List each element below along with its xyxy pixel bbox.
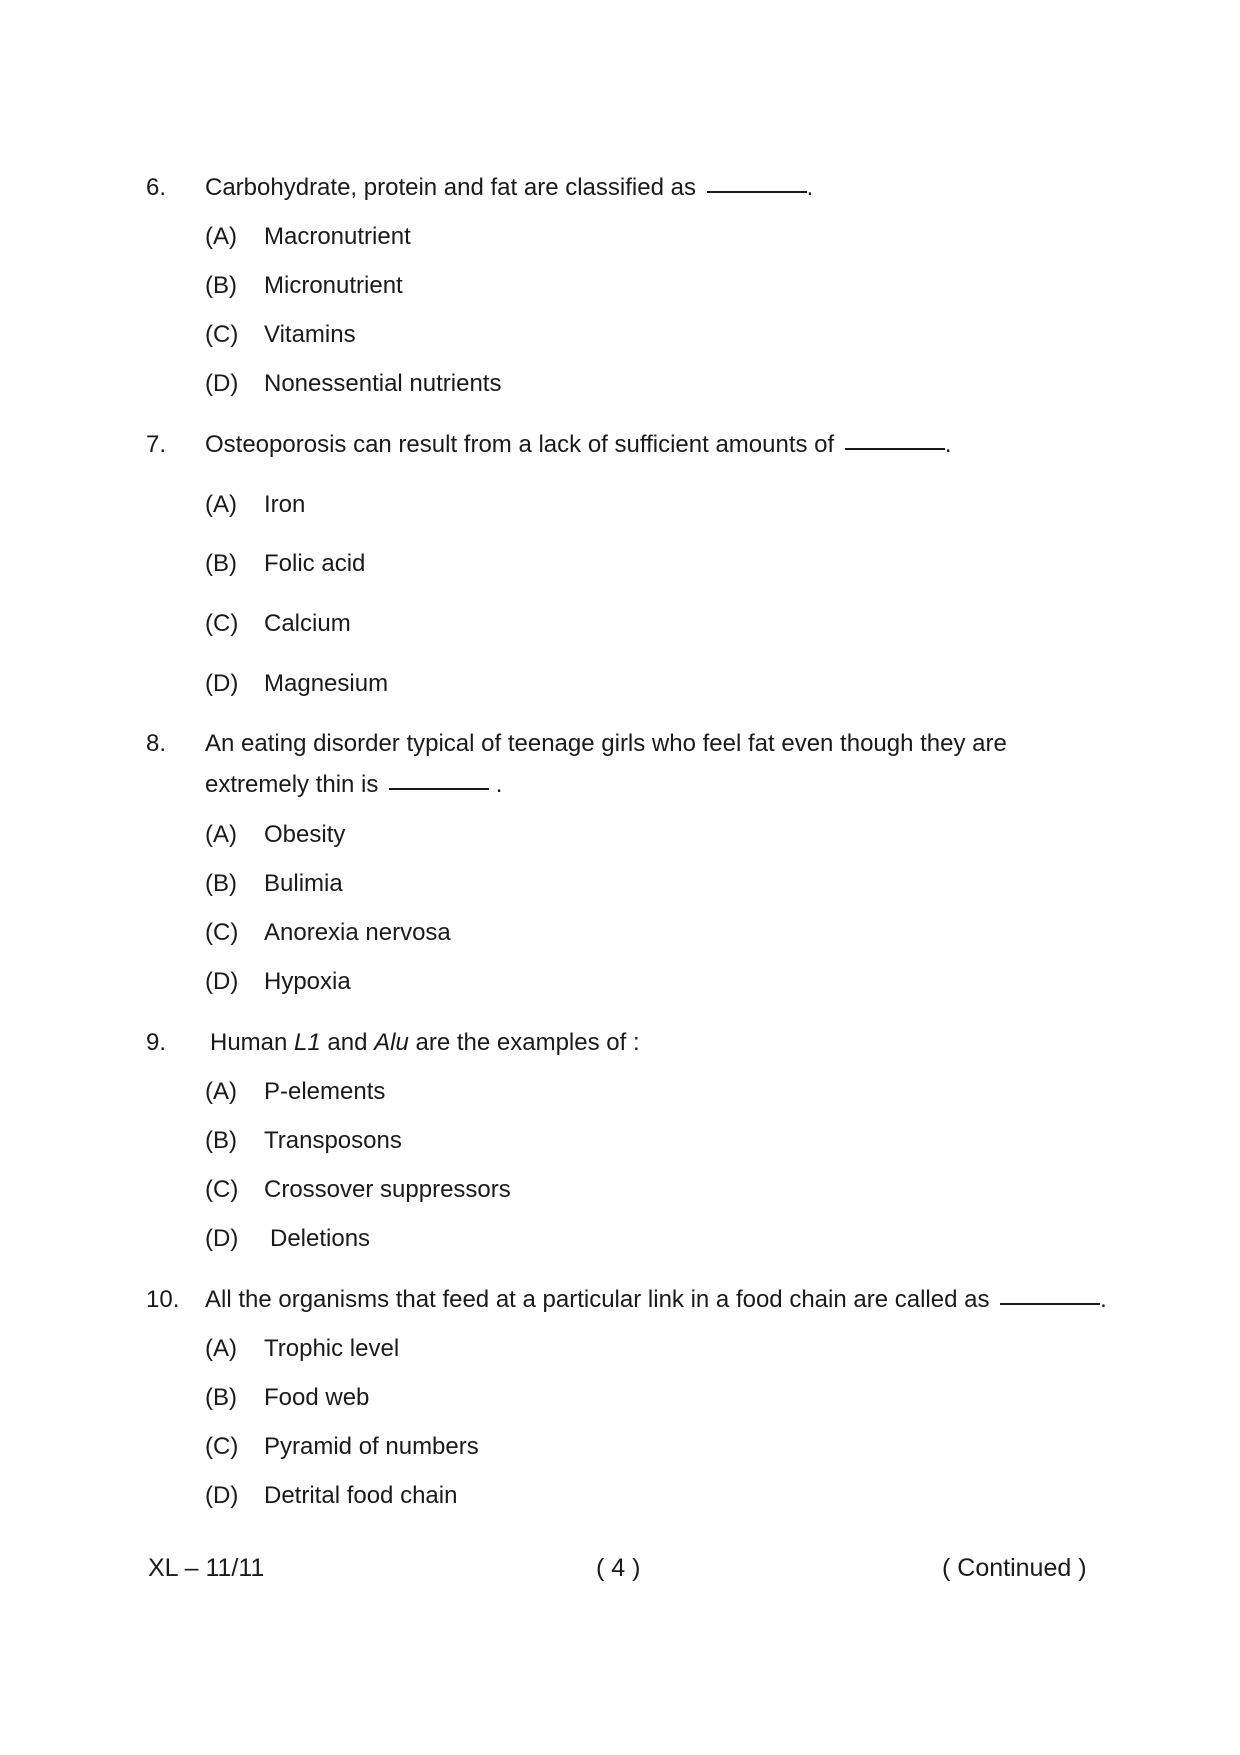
question-text: Carbohydrate, protein and fat are classified as . <box>205 174 814 201</box>
option-letter: (D) <box>205 968 239 995</box>
option-text: Micronutrient <box>264 272 403 299</box>
option-letter: (C) <box>205 610 239 637</box>
option-text: Detrital food chain <box>264 1482 458 1509</box>
answer-blank <box>707 191 807 193</box>
answer-blank <box>1000 1303 1100 1305</box>
question-number: 9. <box>146 1029 167 1056</box>
option-text: Pyramid of numbers <box>264 1433 479 1460</box>
question-number: 8. <box>146 730 167 757</box>
footer-continued: ( Continued ) <box>942 1554 1087 1582</box>
option-letter: (D) <box>205 370 239 397</box>
answer-blank <box>389 788 489 790</box>
option-letter: (D) <box>205 1482 239 1509</box>
option-text: Iron <box>264 491 306 518</box>
option-text: Folic acid <box>264 550 366 577</box>
option-text: Bulimia <box>264 870 343 897</box>
option-text: Deletions <box>270 1225 371 1252</box>
question-text-line-2: extremely thin is . <box>205 771 503 798</box>
question-text: Osteoporosis can result from a lack of sufficient amounts of . <box>205 431 952 458</box>
option-text: Magnesium <box>264 670 389 697</box>
option-letter: (B) <box>205 1384 237 1411</box>
option-text: Transposons <box>264 1127 402 1154</box>
option-text: P-elements <box>264 1078 386 1105</box>
option-letter: (A) <box>205 821 237 848</box>
option-text: Nonessential nutrients <box>264 370 502 397</box>
option-letter: (C) <box>205 1433 239 1460</box>
option-text: Anorexia nervosa <box>264 919 451 946</box>
option-letter: (C) <box>205 321 239 348</box>
footer-paper-code: XL – 11/11 <box>148 1554 265 1582</box>
option-text: Food web <box>264 1384 370 1411</box>
option-letter: (A) <box>205 223 237 250</box>
option-letter: (C) <box>205 919 239 946</box>
option-letter: (A) <box>205 1078 237 1105</box>
option-letter: (B) <box>205 870 237 897</box>
option-letter: (D) <box>205 1225 239 1252</box>
question-number: 10. <box>146 1286 180 1313</box>
answer-blank <box>845 448 945 450</box>
option-letter: (D) <box>205 670 239 697</box>
option-text: Trophic level <box>264 1335 400 1362</box>
option-letter: (B) <box>205 272 237 299</box>
option-letter: (A) <box>205 491 237 518</box>
option-text: Calcium <box>264 610 351 637</box>
question-text: All the organisms that feed at a particular link in a food chain are called as . <box>205 1286 1107 1313</box>
question-text-line-1: An eating disorder typical of teenage girls who feel fat even though they are <box>205 730 1007 757</box>
option-letter: (B) <box>205 550 237 577</box>
question-number: 6. <box>146 174 167 201</box>
option-text: Obesity <box>264 821 346 848</box>
question-text: Human L1 and Alu are the examples of : <box>210 1029 640 1056</box>
question-number: 7. <box>146 431 167 458</box>
option-text: Vitamins <box>264 321 356 348</box>
option-text: Crossover suppressors <box>264 1176 511 1203</box>
option-letter: (C) <box>205 1176 239 1203</box>
option-text: Hypoxia <box>264 968 351 995</box>
footer-page-number: ( 4 ) <box>596 1554 641 1582</box>
option-letter: (B) <box>205 1127 237 1154</box>
option-text: Macronutrient <box>264 223 411 250</box>
option-letter: (A) <box>205 1335 237 1362</box>
